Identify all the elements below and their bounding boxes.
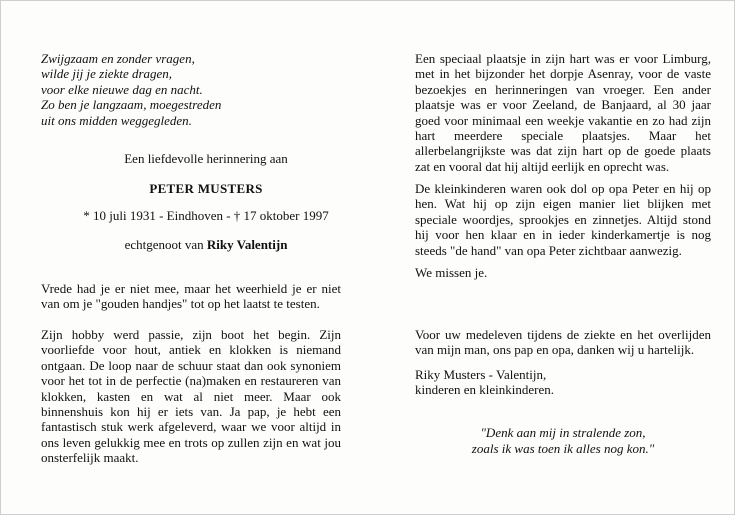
spouse-line (71, 237, 341, 252)
poem-line: uit ons midden weggegleden. (41, 112, 192, 128)
signature-line: Riky Musters - Valentijn, (415, 367, 547, 382)
signature-family: kinderen en kleinkinderen. (415, 382, 554, 397)
we-miss-you: We missen je. (415, 265, 488, 280)
paragraph-hobby: Zijn hobby werd passie, zijn boot het begin. Zijn voorliefde voor hout, antiek en klokken is niemand ontgaan. De loop naar de schuur staat dan ook synoniem voor het tot in de perfectie (na)maken en restaureren van klokken, kasten en wat al niet meer. Maar ook binnenshuis kon hij er iets van. Ja pap, je hebt een fantastisch stuk werk afgeleverd, waar we voor altijd in ons leven gelukkig mee en trots op zullen zijn en wat jou onsterfelijk maakt. (41, 327, 341, 466)
poem-line: wilde jij je ziekte dragen, (41, 66, 173, 82)
spouse-name: Riky Valentijn (206, 237, 288, 252)
life-dates: * 10 juli 1931 - Eindhoven - † 17 oktober 1997 (83, 208, 329, 223)
spouse-prefix: echtgenoot van (124, 237, 204, 252)
paragraph-limburg: Een speciaal plaatsje in zijn hart was er voor Limburg, met in het bijzonder het dorpje Asenray, voor de vaste bezoekjes en herinneringen van vroeger. Een ander plaatsje was er voor Zeeland, de Banjaard, al 30 jaar goed voor minimaal een weekje vakantie en zo had zijn hart meerdere speciale plaatsjes. Maar het allerbelangrijkste was dat zijn hart op de goede plaats zat en vooral dat hij altijd eerlijk en oprecht was. (415, 51, 711, 174)
deceased-name: PETER MUSTERS (149, 181, 263, 196)
poem-line: Zwijgzaam en zonder vragen, (41, 51, 195, 66)
intro-text: Een liefdevolle herinnering aan (124, 151, 288, 166)
closing-quote-line-2: zoals ik was toen ik alles nog kon." (471, 441, 655, 456)
paragraph-kleinkinderen: De kleinkinderen waren ook dol op opa Peter en hij op hen. Wat hij op zijn eigen manier liet blijken met speciale woordjes, sprookjes en zinnetjes. Altijd stond hij voor hen klaar en in ieder kinderkamertje is nog steeds "de hand" van opa Peter zichtbaar aanwezig. (415, 181, 711, 258)
poem-line: voor elke nieuwe dag en nacht. (41, 81, 203, 97)
thanks-text: Voor uw medeleven tijdens de ziekte en het overlijden van mijn man, ons pap en opa, danken wij u hartelijk. (415, 327, 711, 358)
closing-quote-line-1: "Denk aan mij in stralende zon, (480, 425, 646, 440)
memorial-poem (41, 51, 341, 128)
paragraph-gouden-handjes: Vrede had je er niet mee, maar het weerhield je er niet van om je "gouden handjes" tot op het laatst te testen. (41, 281, 341, 312)
poem-line: Zo ben je langzaam, moegestreden (41, 97, 222, 113)
